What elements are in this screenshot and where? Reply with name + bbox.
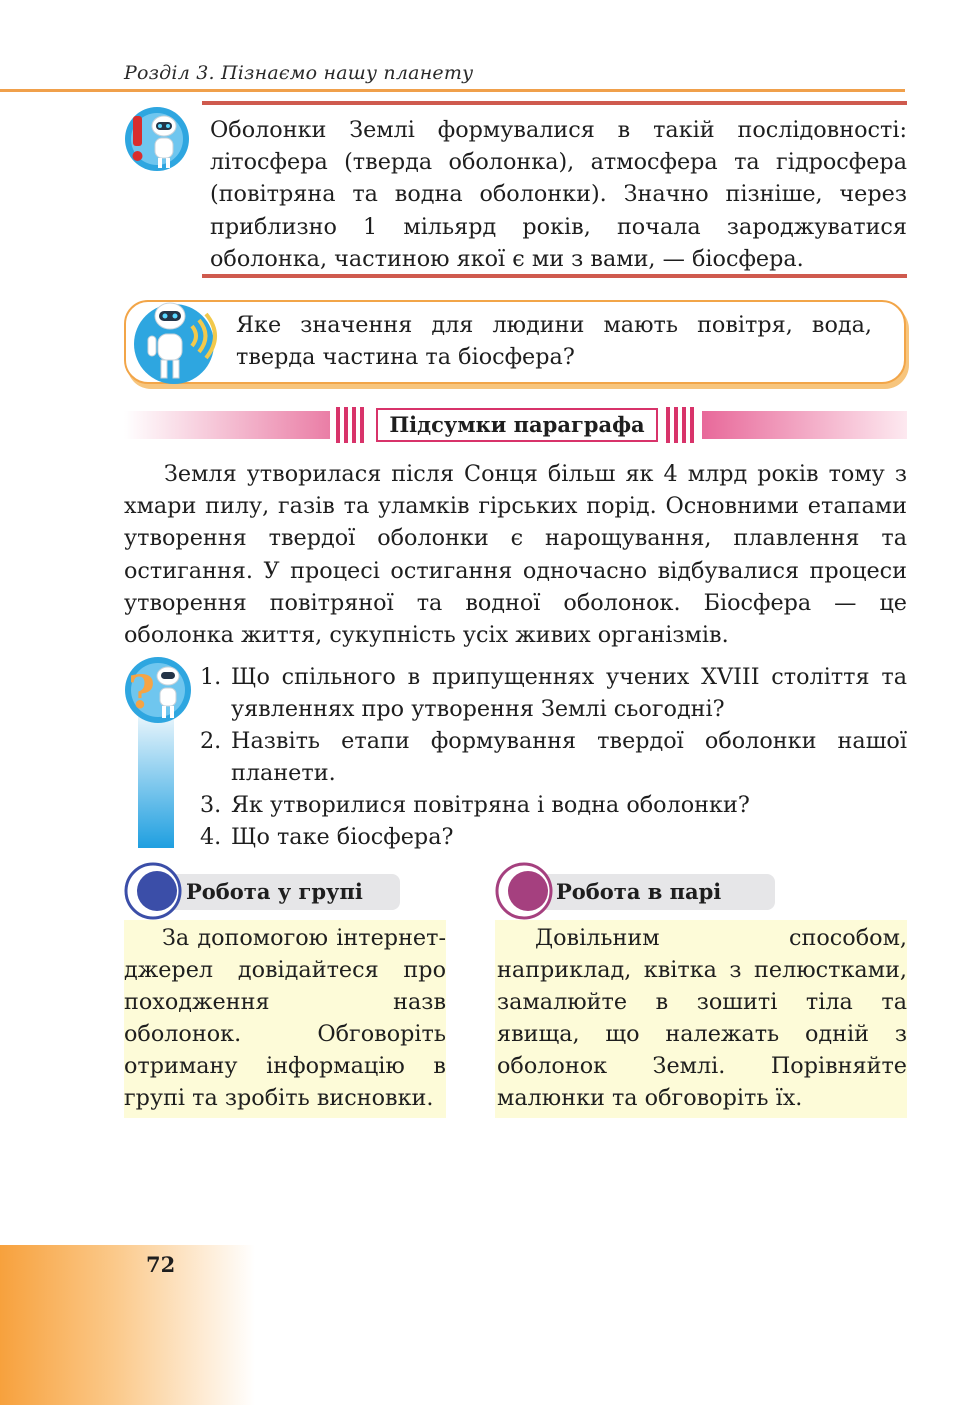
summary-title: Підсумки параграфа xyxy=(376,408,658,442)
pair-work-text: Довільним способом, наприклад, квітка з пелюстками, замалюйте в зошиті тіла та явища, що належать одній з оболонок Землі. Порівняйте малюнки та обговоріть їх. xyxy=(497,925,907,1111)
question-text: Що спільного в припущеннях учених XVIII століття та уявленнях про утворення Землі сьогодні? xyxy=(231,664,907,722)
group-work-circle-icon xyxy=(124,862,182,920)
question-number: 2. xyxy=(200,728,222,754)
summary-text: Земля утворилася після Сонця більш як 4 млрд років тому з хмари пилу, газів та уламків гірських порід. Основними етапами утворення твердої оболонки є нарощування, плавлення та остигання. У процесі остигання одночасно відбувалися процеси утворення повітряної та водної оболонок. Біосфера — це оболонка життя, сукупність усіх живих організмів. xyxy=(124,461,907,649)
question-number: 1. xyxy=(200,664,222,690)
svg-text:?: ? xyxy=(128,665,155,719)
question-item xyxy=(200,725,907,789)
header-divider xyxy=(0,89,905,92)
discussion-question: Яке значення для людини мають повітря, вода, тверда частина та біосфера? xyxy=(236,312,872,370)
group-work-text: За допомогою інтернет-джерел довідайтеся про походження назв оболонок. Обговоріть отриману інформацію в групі та зробіть висновки. xyxy=(124,925,446,1111)
question-number: 3. xyxy=(200,792,222,818)
question-item xyxy=(200,661,907,725)
question-text: Назвіть етапи формування твердої оболонки нашої планети. xyxy=(231,728,907,786)
fact-text: Оболонки Землі формувалися в такій послідовності: літосфера (тверда оболонка), атмосфера та гідросфера (повітряна та водна оболонки). Значно пізніше, через приблизно 1 мільярд років, почала зароджуватися оболонка, частиною якої є ми з вами, — біосфера. xyxy=(210,117,907,272)
question-item xyxy=(200,789,907,821)
page-number: 72 xyxy=(146,1252,176,1277)
pair-work-circle-icon xyxy=(495,862,553,920)
question-text: Як утворилися повітряна і водна оболонки? xyxy=(231,792,750,818)
section-header: Розділ 3. Пізнаємо нашу планету xyxy=(124,62,474,84)
robot-speaking-icon xyxy=(132,294,222,386)
questions-list xyxy=(200,661,907,853)
fact-box-top-rule xyxy=(202,101,907,105)
robot-question-icon xyxy=(124,656,192,724)
robot-exclamation-icon xyxy=(124,106,190,172)
question-text: Що таке біосфера? xyxy=(231,824,454,850)
group-work-title: Робота у групі xyxy=(186,879,363,904)
page-corner-decoration xyxy=(0,1245,255,1405)
question-item xyxy=(200,821,907,853)
question-number: 4. xyxy=(200,824,222,850)
pair-work-title: Робота в парі xyxy=(556,879,722,904)
